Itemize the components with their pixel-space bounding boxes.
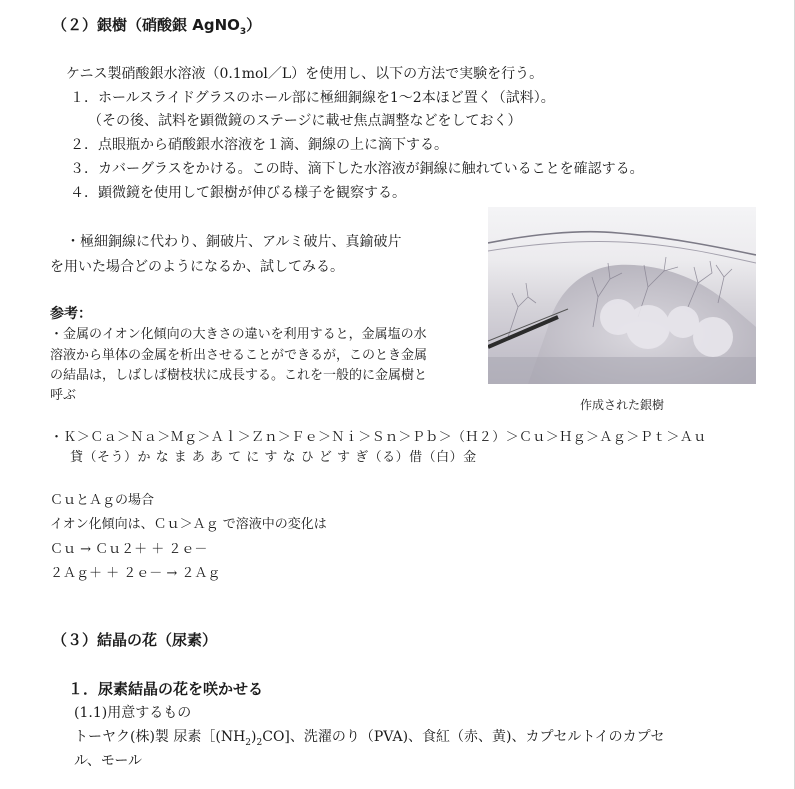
- materials-line-2: ル、モール: [74, 753, 143, 769]
- equation-1: Ｃｕ → Ｃｕ２＋ ＋ ２ｅ－: [50, 542, 208, 557]
- silver-tree-photo: [488, 207, 756, 384]
- section2-heading: （２）銀樹（硝酸銀 AgNO$_3$）: [52, 16, 262, 37]
- step-4: ４．顕微鏡を使用して銀樹が伸びる様子を観察する。: [70, 185, 406, 201]
- cu-ag-desc: イオン化傾向は、Ｃｕ＞Ａｇ で溶液中の変化は: [50, 517, 327, 532]
- silver-tree-drawing: [488, 207, 756, 384]
- reference-heading: 参考：: [50, 306, 92, 322]
- try-line-1: ・極細銅線に代わり、銅破片、アルミ破片、真鍮破片: [66, 234, 402, 250]
- step-1-note: （その後、試料を顕微鏡のステージに載せ焦点調整などをしておく）: [88, 113, 522, 129]
- materials-line-1: トーヤク(株)製 尿素$[(NH_2)_2CO$]、洗濯のり（PVA)、食紅（赤、黄)、カプセルトイのカプセ: [74, 729, 665, 748]
- step-3: ３．カバーグラスをかける。この時、滴下した水溶液が銅線に触れていることを確認する。: [70, 161, 644, 177]
- reference-line-2: 溶液から単体の金属を析出させることができるが，このとき金属: [50, 348, 428, 363]
- section3-subheading: １．尿素結晶の花を咲かせる: [68, 680, 264, 698]
- reference-line-3: の結晶は，しばしば樹枝状に成長する。これを一般的に金属樹と: [50, 368, 428, 383]
- ionization-mnemonic: 貸（そう）か な ま あ あ て に す な ひ ど す ぎ（る）借（白）金: [70, 450, 477, 465]
- step-1: １．ホールスライドグラスのホール部に極細銅線を1～2本ほど置く（試料）。: [70, 90, 555, 106]
- intro-text: ケニス製硝酸銀水溶液（0.1mol／L）を使用し、以下の方法で実験を行う。: [66, 66, 544, 82]
- photo-caption: 作成された銀樹: [580, 398, 665, 412]
- prepare-item: (1.1)用意するもの: [74, 705, 192, 721]
- try-line-2: を用いた場合どのようになるか、試してみる。: [50, 259, 344, 275]
- section3-heading: （３）結晶の花（尿素）: [52, 631, 218, 649]
- reference-line-1: ・金属のイオン化傾向の大きさの違いを利用すると，金属塩の水: [50, 327, 427, 342]
- cu-ag-title: ＣｕとＡｇの場合: [50, 493, 155, 508]
- equation-2: ２Ａｇ＋ ＋ ２ｅ－ → ２Ａｇ: [50, 566, 221, 581]
- reference-line-4: 呼ぶ: [50, 388, 77, 403]
- ionization-series: ・Ｋ＞Ｃａ＞Ｎａ＞Ｍｇ＞Ａｌ＞Ｚｎ＞Ｆｅ＞Ｎｉ＞Ｓｎ＞Ｐｂ＞（Ｈ２）＞Ｃｕ＞Ｈｇ＞Ａｇ＞Ｐｔ＞Ａｕ: [50, 430, 707, 445]
- step-2: ２．点眼瓶から硝酸銀水溶液を１滴、銅線の上に滴下する。: [70, 137, 448, 153]
